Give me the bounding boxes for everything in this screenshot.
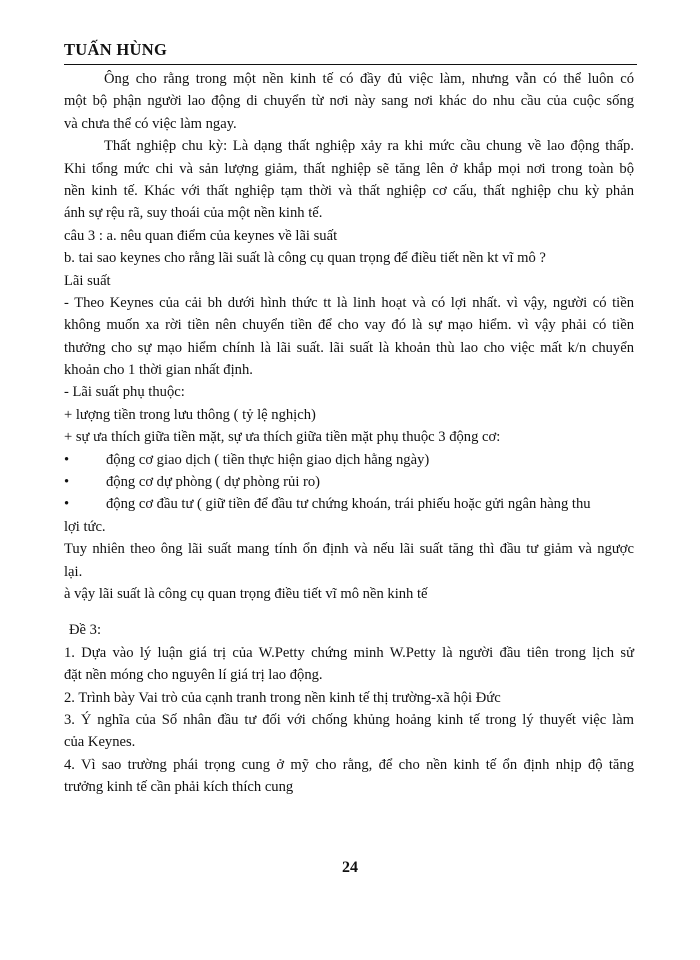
- bullet-text: động cơ dự phòng ( dự phòng rủi ro): [106, 474, 321, 491]
- exam-heading: Đề 3:: [69, 622, 102, 639]
- bullet-icon: •: [64, 496, 70, 513]
- exam-question: của Keynes.: [64, 734, 136, 751]
- bullet-text: động cơ giao dịch ( tiền thực hiện giao dịch hằng ngày): [106, 451, 430, 468]
- paragraph-line: - Lãi suất phụ thuộc:: [64, 384, 185, 401]
- spacer: [64, 605, 634, 619]
- paragraph-line: lợi tức.: [64, 518, 106, 535]
- paragraph-line: và chưa thể có việc làm ngay.: [64, 115, 237, 132]
- page-content: [64, 68, 634, 799]
- paragraph-line: Thất nghiệp chu kỳ: Là dạng thất nghiệp xảy ra khi mức cầu chung về lao động thấp.: [104, 138, 634, 155]
- paragraph-line: + sự ưa thích giữa tiền mặt, sự ưa thích giữa tiền mặt phụ thuộc 3 động cơ:: [64, 429, 501, 446]
- paragraph-line: ánh sự rệu rã, suy thoái của một nền kinh tế.: [64, 205, 323, 222]
- exam-question: 1. Dựa vào lý luận giá trị của W.Petty chứng minh W.Petty là người đầu tiên trong lịch sử: [64, 644, 634, 661]
- bullet-icon: •: [64, 474, 70, 491]
- paragraph-line: nền kinh tế. Khác với thất nghiệp tạm thời và thất nghiệp cơ cấu, thất nghiệp chu kỳ phản: [64, 182, 634, 199]
- bullet-text: động cơ đầu tư ( giữ tiền để đầu tư chứng khoán, trái phiếu hoặc gửi ngân hàng thu: [106, 496, 591, 513]
- bullet-item: [64, 493, 634, 515]
- bullet-item: [64, 471, 634, 493]
- paragraph-line: Tuy nhiên theo ông lãi suất mang tính ổn định và nếu lãi suất tăng thì đầu tư giảm và ngược: [64, 541, 634, 558]
- paragraph-line: - Theo Keynes của cải bh dưới hình thức tt là linh hoạt và có lợi nhất. vì vậy, người có tiền: [64, 294, 634, 311]
- header-divider: [64, 64, 637, 65]
- paragraph-line: Ông cho rằng trong một nền kinh tế có đầy đủ việc làm, nhưng vẫn có thể luôn có: [104, 71, 634, 87]
- bullet-icon: •: [64, 451, 70, 468]
- paragraph-line: khoản cho 1 thời gian nhất định.: [64, 362, 253, 379]
- paragraph-line: + lượng tiền trong lưu thông ( tỷ lệ nghịch): [64, 406, 316, 423]
- exam-question: 2. Trình bày Vai trò của cạnh tranh trong nền kinh tế thị trường-xã hội Đức: [64, 689, 501, 706]
- exam-question: 4. Vì sao trường phái trọng cung ở mỹ cho rằng, để cho nền kinh tế ổn định nhịp độ tăng: [64, 756, 634, 773]
- question-line: câu 3 : a. nêu quan điểm của keynes về lãi suất: [64, 227, 338, 244]
- page-header-title: TUẤN HÙNG: [64, 40, 168, 59]
- paragraph-line: lại.: [64, 563, 83, 580]
- paragraph-line: Khi tổng mức chi và sản lượng giảm, thất nghiệp sẽ tăng lên ở khắp mọi nơi trong toàn bộ: [64, 160, 634, 177]
- paragraph-line: một bộ phận người lao động di chuyển từ nơi này sang nơi khác do nhu cầu của cuộc sống: [64, 93, 634, 110]
- paragraph-line: không muốn xa rời tiền nên chuyển tiền để cho vay đó là sự mạo hiểm. vì vậy phải có tiền: [64, 317, 634, 334]
- exam-question: 3. Ý nghĩa của Số nhân đầu tư đối với chống khủng hoảng kinh tế trong lý thuyết việc làm: [64, 711, 634, 728]
- question-line: b. tai sao keynes cho rằng lãi suất là công cụ quan trọng để điều tiết nền kt vĩ mô ?: [64, 250, 546, 267]
- paragraph-line: thưởng cho sự mạo hiểm chính là lãi suất. lãi suất là khoản thù lao cho việc mất k/n chuyển: [64, 339, 634, 356]
- exam-question: trưởng kinh tế cần phải kích thích cung: [64, 779, 294, 796]
- section-label: Lãi suất: [64, 272, 111, 289]
- exam-question: đặt nền móng cho nguyên lí giá trị lao động.: [64, 667, 323, 684]
- bullet-item: [64, 449, 634, 471]
- conclusion-line: à vậy lãi suất là công cụ quan trọng điều tiết vĩ mô nền kinh tế: [64, 585, 428, 602]
- page-number: 24: [342, 859, 358, 876]
